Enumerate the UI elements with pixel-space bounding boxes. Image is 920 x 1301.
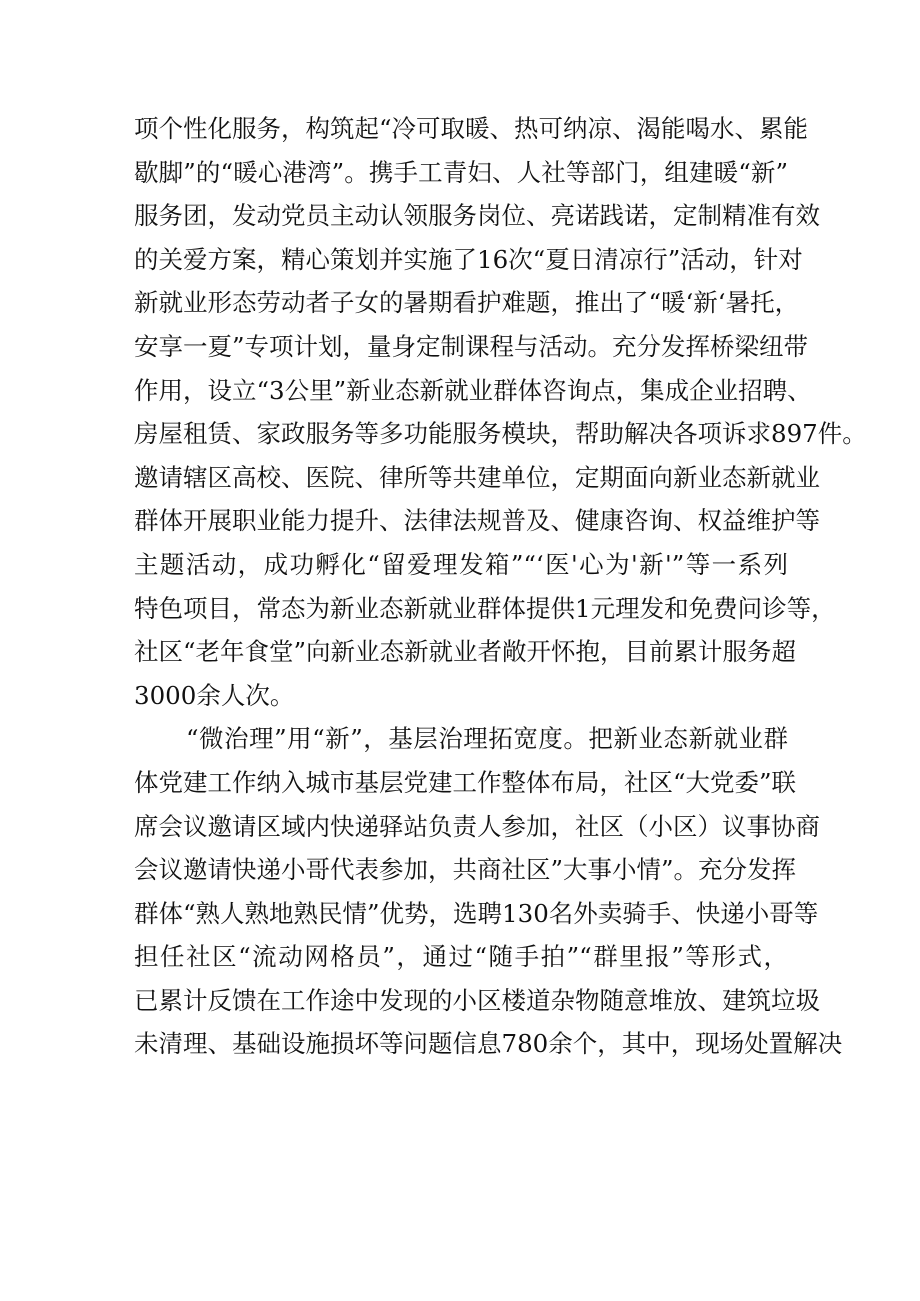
text-line: 群体开展职业能力提升、法律法规普及、健康咨询、权益维护等 — [134, 506, 820, 536]
text-line: 服务团，发动党员主动认领服务岗位、亮诺践诺，定制精准有效 — [134, 201, 820, 231]
text-line: 项个性化服务，构筑起“冷可取暖、热可纳凉、渴能喝水、累能 — [134, 114, 809, 143]
text-line: 歇脚”的“暖心港湾”。携手工青妇、人社等部门，组建暖“新” — [134, 157, 788, 187]
text-line: 会议邀请快递小哥代表参加，共商社区”大事小情”。充分发挥 — [134, 855, 797, 885]
text-line: 体党建工作纳入城市基层党建工作整体布局，社区“大党委”联 — [134, 767, 797, 797]
text-line: 3000余人次。 — [134, 680, 295, 710]
paragraph-2 — [134, 717, 843, 1066]
text-line: 社区“老年食堂”向新业态新就业者敞开怀抱，目前累计服务超 — [134, 637, 797, 667]
text-line: 安享一夏”专项计划，量身定制课程与活动。充分发挥桥梁纽带 — [134, 331, 809, 361]
text-line: 已累计反馈在工作途中发现的小区楼道杂物随意堆放、建筑垃圾 — [134, 985, 820, 1015]
text-line: 群体“熟人熟地熟民情”优势，选聘130名外卖骑手、快递小哥等 — [134, 898, 819, 928]
text-line: 主题活动，成功孵化“留爱理发箱”“‘医'心为'新'”等一系列 — [134, 549, 788, 579]
paragraph-1 — [134, 107, 867, 717]
text-line: 未清理、基础设施损坏等问题信息780余个，其中，现场处置解决 — [134, 1029, 843, 1059]
text-line: 房屋租赁、家政服务等多功能服务模块，帮助解决各项诉求897件。 — [134, 419, 867, 449]
text-line: 邀请辖区高校、医院、律所等共建单位，定期面向新业态新就业 — [134, 462, 820, 492]
text-line: 的关爱方案，精心策划并实施了16次“夏日清凉行”活动，针对 — [134, 244, 803, 274]
text-line: 席会议邀请区域内快递驿站负责人参加，社区（小区）议事协商 — [134, 811, 820, 841]
document-body — [134, 107, 867, 1066]
text-line: 特色项目，常态为新业态新就业群体提供1元理发和免费问诊等， — [134, 593, 836, 623]
text-line: 担任社区“流动网格员”，通过“随手拍”“群里报”等形式， — [134, 942, 788, 972]
text-line: 作用，设立“3公里”新业态新就业群体咨询点，集成企业招聘、 — [134, 375, 812, 405]
text-line: 新就业形态劳动者子女的暑期看护难题，推出了“暖‘新‘暑托， — [134, 288, 800, 318]
text-line: “微治理”用“新”，基层治理拓宽度。把新业态新就业群 — [186, 724, 788, 754]
